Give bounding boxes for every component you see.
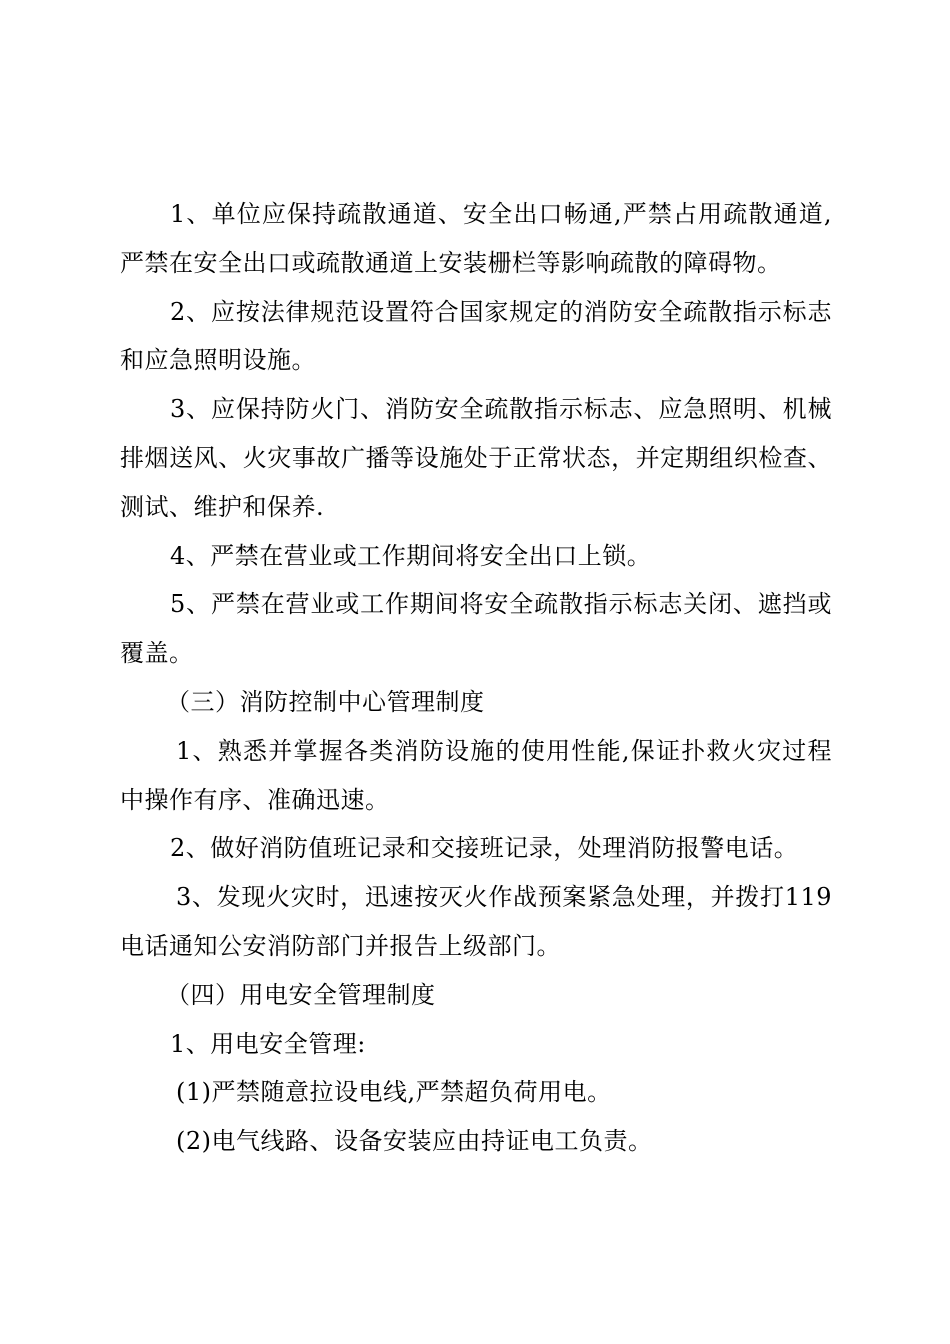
paragraph-evacuation-3: 3、应保持防火门、消防安全疏散指示标志、应急照明、机械排烟送风、火灾事故广播等设施处于正常状态，并定期组织检查、测试、维护和保养. (120, 395, 832, 521)
paragraph-control-1: 1、熟悉并掌握各类消防设施的使用性能,保证扑救火灾过程中操作有序、准确迅速。 (120, 736, 832, 814)
paragraph-electrical-1-2: (2)电气线路、设备安装应由持证电工负责。 (176, 1127, 653, 1156)
paragraph-electrical-1: 1、用电安全管理: (170, 1029, 366, 1058)
section-heading-electrical-safety: （四）用电安全管理制度 (166, 980, 436, 1009)
document-body (120, 190, 832, 1166)
paragraph-evacuation-2: 2、应按法律规范设置符合国家规定的消防安全疏散指示标志和应急照明设施。 (120, 297, 832, 375)
paragraph-evacuation-1: 1、单位应保持疏散通道、安全出口畅通,严禁占用疏散通道,严禁在安全出口或疏散通道上安装栅栏等影响疏散的障碍物。 (120, 200, 832, 277)
paragraph-electrical-1-1: (1)严禁随意拉设电线,严禁超负荷用电。 (176, 1078, 612, 1107)
paragraph-evacuation-4: 4、严禁在营业或工作期间将安全出口上锁。 (170, 541, 652, 570)
paragraph-control-2: 2、做好消防值班记录和交接班记录，处理消防报警电话。 (170, 834, 799, 863)
paragraph-control-3: 3、发现火灾时，迅速按灭火作战预案紧急处理，并拨打119电话通知公安消防部门并报告上级部门。 (120, 883, 832, 960)
section-heading-control-center: （三）消防控制中心管理制度 (166, 687, 485, 716)
paragraph-evacuation-5: 5、严禁在营业或工作期间将安全疏散指示标志关闭、遮挡或覆盖。 (120, 590, 832, 668)
